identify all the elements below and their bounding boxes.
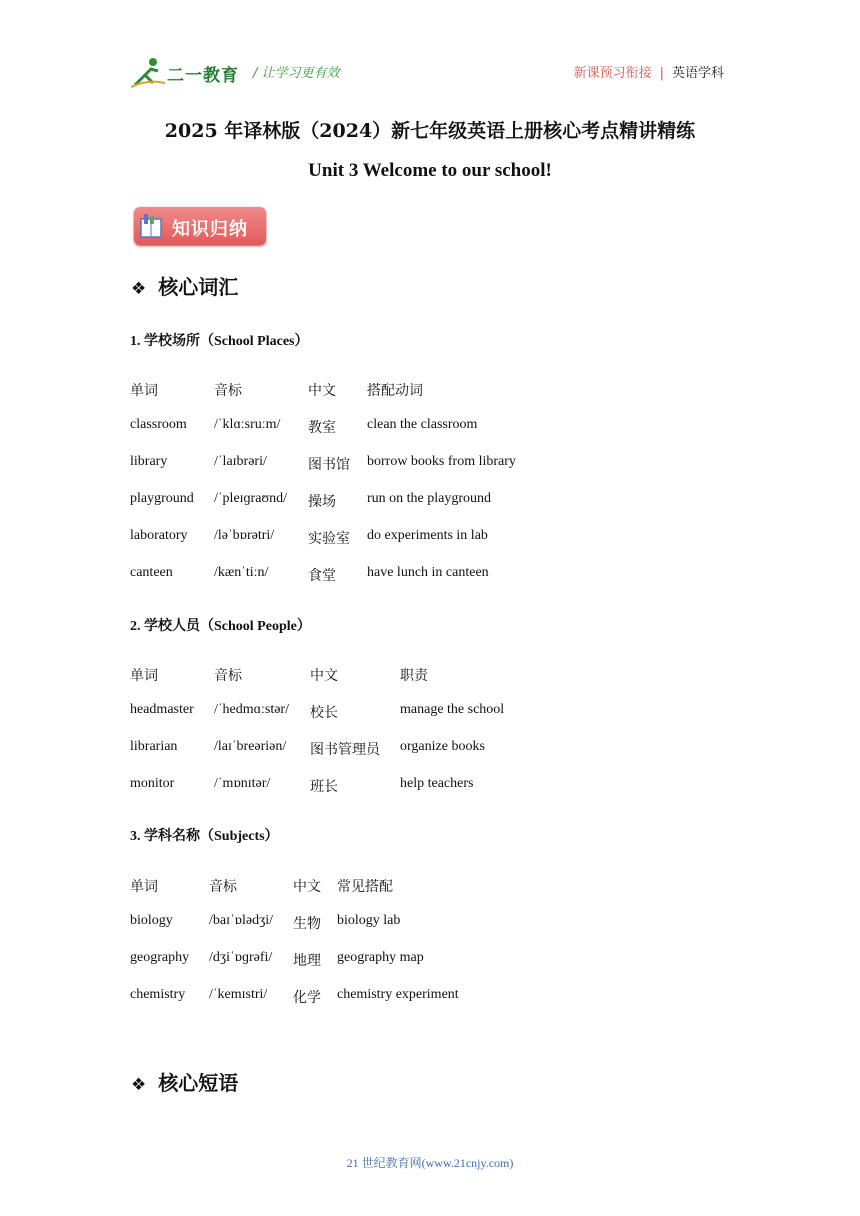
column-header: 中文	[308, 384, 336, 399]
word-cell: librarian	[130, 739, 178, 754]
word-cell: library	[130, 454, 168, 469]
chinese-cell: 校长	[310, 706, 338, 721]
chinese-cell: 食堂	[308, 569, 336, 584]
chinese-cell: 图书管理员	[310, 743, 380, 758]
chinese-cell: 地理	[293, 954, 321, 969]
slogan: / 让学习更有效	[253, 66, 340, 81]
book-icon	[140, 213, 162, 239]
word-cell: canteen	[130, 565, 173, 580]
table-header-row	[130, 876, 459, 913]
subject-label: 英语学科	[671, 66, 724, 81]
phonetic-cell: /ˈpleɪɡraʊnd/	[214, 491, 287, 506]
page-footer: 21 世纪教育网(www.21cnjy.com)	[346, 1156, 514, 1170]
phonetic-cell: /ˈklɑːsruːm/	[214, 417, 281, 432]
duty-cell: help teachers	[400, 776, 474, 791]
collocation-cell: have lunch in canteen	[367, 565, 489, 580]
chinese-cell: 实验室	[308, 532, 350, 547]
word-cell: laboratory	[130, 528, 188, 543]
table-row	[130, 417, 516, 454]
column-header: 单词	[130, 880, 158, 895]
table-heading: 3. 学科名称（Subjects）	[130, 829, 279, 844]
duty-cell: organize books	[400, 739, 485, 754]
column-header: 单词	[130, 669, 158, 684]
phonetic-cell: /ˈhedmɑːstər/	[214, 702, 289, 717]
table-heading: 2. 学校人员（School People）	[130, 619, 311, 634]
table-row	[130, 776, 504, 813]
collocation-cell: chemistry experiment	[337, 987, 459, 1002]
badge-label: 知识归纳	[172, 219, 248, 240]
header-subject-info	[574, 62, 724, 81]
diamond-bullet-icon: ❖	[131, 279, 147, 299]
table-row	[130, 528, 516, 565]
chinese-cell: 班长	[310, 780, 338, 795]
table-header-row	[130, 380, 516, 417]
header-separator: |	[659, 66, 664, 81]
table-row	[130, 987, 459, 1024]
course-type: 新课预习衔接	[573, 66, 652, 81]
phonetic-cell: /laɪˈbreəriən/	[214, 739, 287, 754]
page-header	[0, 0, 860, 100]
section-core-phrases	[131, 1067, 238, 1096]
phonetic-cell: /baɪˈɒlədʒi/	[209, 913, 274, 928]
column-header: 搭配动词	[367, 384, 423, 399]
section-title: 核心短语	[158, 1071, 239, 1095]
collocation-cell: biology lab	[337, 913, 401, 928]
table-heading: 1. 学校场所（School Places）	[130, 334, 309, 349]
logo-text: 二一教育	[167, 66, 239, 86]
chinese-cell: 图书馆	[308, 458, 350, 473]
duty-cell: manage the school	[400, 702, 505, 717]
vocab-table-school-people	[130, 665, 504, 813]
column-header: 常见搭配	[337, 880, 393, 895]
column-header: 音标	[209, 880, 237, 895]
table-row	[130, 913, 459, 950]
section-title: 核心词汇	[158, 275, 239, 299]
knowledge-summary-badge	[134, 207, 266, 245]
phonetic-cell: /ˈmɒnɪtər/	[214, 776, 271, 791]
word-cell: geography	[130, 950, 190, 965]
document-title: 2025 年译林版（2024）新七年级英语上册核心考点精讲精练	[164, 120, 696, 142]
table-header-row	[130, 665, 504, 702]
collocation-cell: clean the classroom	[367, 417, 478, 432]
word-cell: chemistry	[130, 987, 186, 1002]
table-row	[130, 739, 504, 776]
word-cell: playground	[130, 491, 194, 506]
table-row	[130, 950, 459, 987]
collocation-cell: do experiments in lab	[367, 528, 488, 543]
table-row	[130, 491, 516, 528]
word-cell: biology	[130, 913, 173, 928]
phonetic-cell: /ləˈbɒrətri/	[214, 528, 275, 543]
column-header: 中文	[293, 880, 321, 895]
phonetic-cell: /ˈkemɪstri/	[209, 987, 268, 1002]
phonetic-cell: /ˈlaɪbrəri/	[214, 454, 267, 469]
runner-logo-icon	[131, 57, 165, 89]
table-row	[130, 565, 516, 602]
vocab-table-school-places	[130, 380, 516, 602]
phonetic-cell: /kænˈtiːn/	[214, 565, 269, 580]
chinese-cell: 教室	[308, 421, 336, 436]
section-core-vocabulary	[131, 271, 238, 300]
word-cell: headmaster	[130, 702, 194, 717]
word-cell: classroom	[130, 417, 187, 432]
unit-title: Unit 3 Welcome to our school!	[308, 160, 552, 181]
diamond-bullet-icon: ❖	[131, 1075, 147, 1095]
chinese-cell: 操场	[308, 495, 336, 510]
column-header: 中文	[310, 669, 338, 684]
column-header: 职责	[400, 669, 428, 684]
column-header: 单词	[130, 384, 158, 399]
column-header: 音标	[214, 384, 242, 399]
vocab-table-subjects	[130, 876, 459, 1024]
collocation-cell: geography map	[337, 950, 424, 965]
collocation-cell: borrow books from library	[367, 454, 516, 469]
logo	[131, 57, 241, 89]
chinese-cell: 生物	[293, 917, 321, 932]
table-row	[130, 454, 516, 491]
word-cell: monitor	[130, 776, 175, 791]
phonetic-cell: /dʒiˈɒɡrəfi/	[209, 950, 273, 965]
collocation-cell: run on the playground	[367, 491, 492, 506]
chinese-cell: 化学	[293, 991, 321, 1006]
column-header: 音标	[214, 669, 242, 684]
table-row	[130, 702, 504, 739]
